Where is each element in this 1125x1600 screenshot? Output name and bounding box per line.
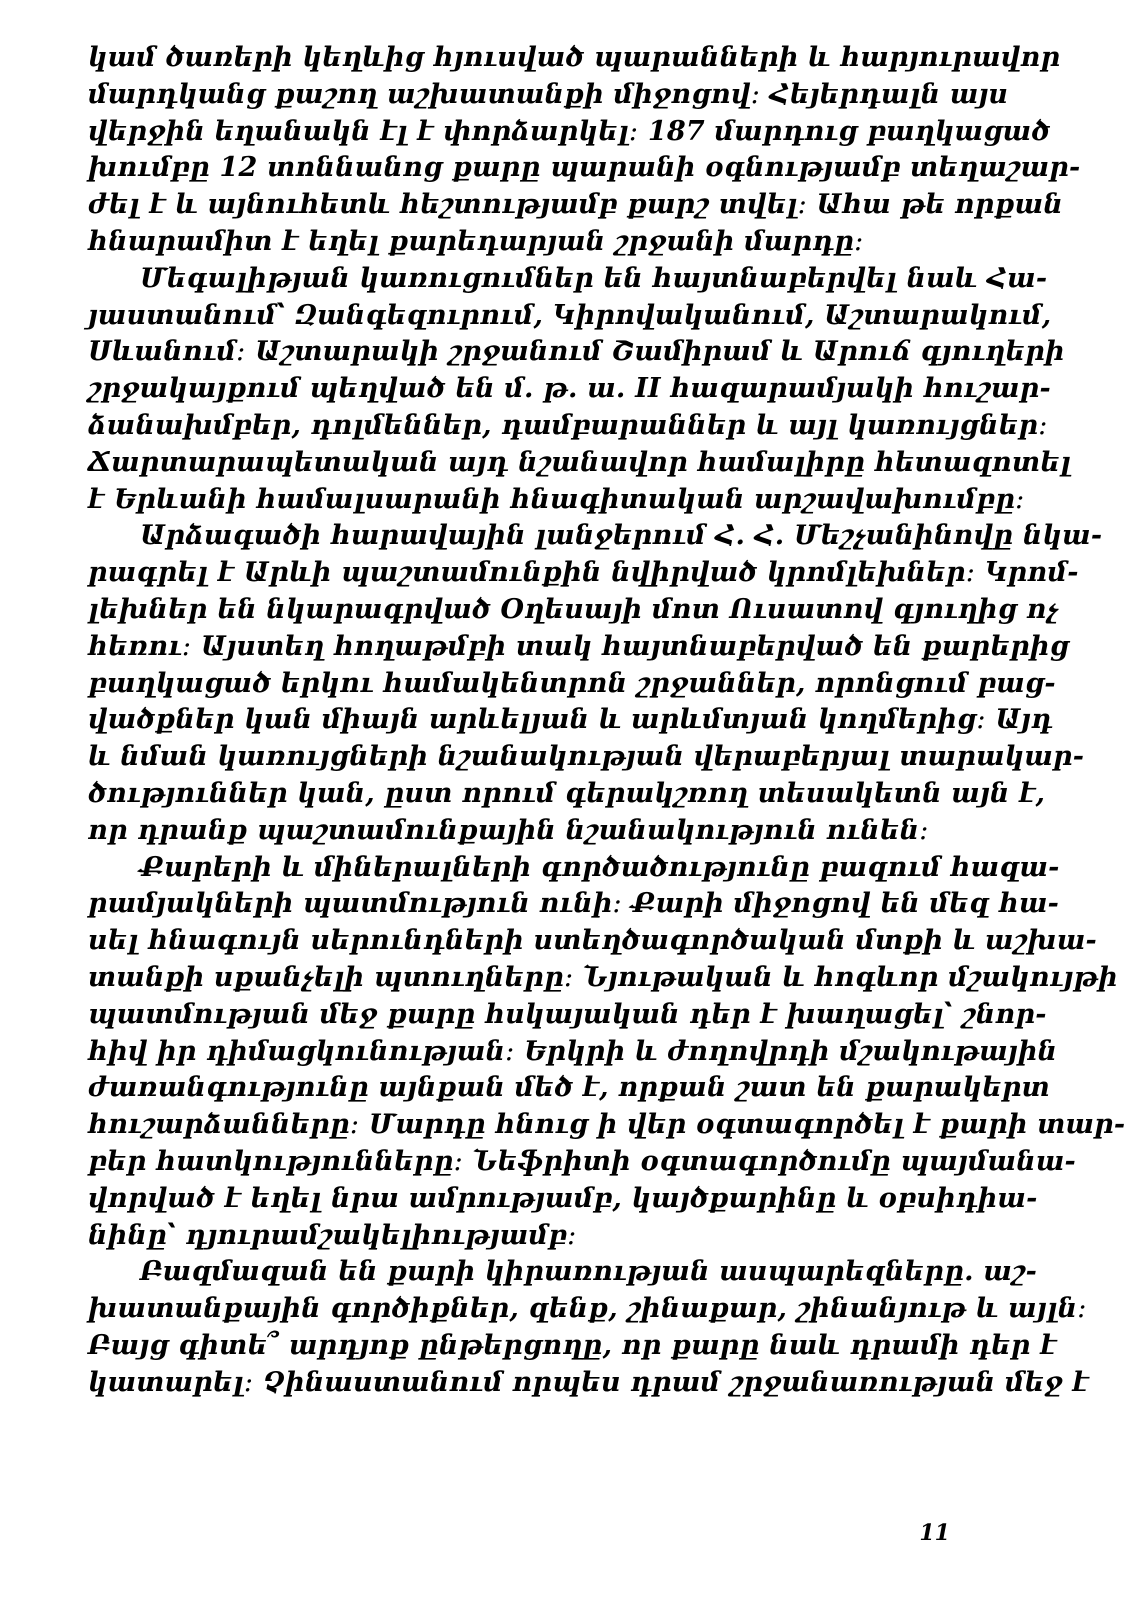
text-line: ժել է և այնուհետև հեշտությամբ քարշ տվել։ Ահա թե որքան <box>88 189 1063 221</box>
text-line: նինը՝ դյուրամշակելիությամբ։ <box>88 1219 577 1251</box>
text-line: Քարերի և միներալների գործածությունը բազում հազա- <box>140 851 1060 883</box>
text-line: վածքներ կան միայն արևելյան և արևմտյան կողմերից։ Այդ <box>88 704 1053 736</box>
text-line: վորված է եղել նրա ամրությամբ, կայծքարինը և օբսիդիա- <box>88 1182 1038 1214</box>
text-line: Սևանում։ Աշտարակի շրջանում Շամիրամ և Արուճ գյուղերի <box>88 336 1065 368</box>
text-line: ժառանգությունը այնքան մեծ է, որքան շատ են քարակերտ <box>88 1072 1050 1104</box>
text-line: հիվ իր դիմացկունության։ Երկրի և ժողովրդի մշակութային <box>88 1035 1058 1067</box>
text-line: Արձագածի հարավային լանջերում Հ. Հ. Մեշչանինովը նկա- <box>140 520 1103 552</box>
text-line: ծություններ կան, ըստ որում գերակշռող տեսակետն այն է, <box>88 777 1046 809</box>
text-line: պատմության մեջ քարը հսկայական դեր է խաղացել՝ շնոր- <box>88 998 1047 1030</box>
text-line: մարդկանց քաշող աշխատանքի միջոցով։ Հեյերդալն այս <box>88 78 1009 110</box>
text-line: հեռու։ Այստեղ հողաթմբի տակ հայտնաբերված են քարերից <box>88 630 1070 662</box>
page-number: 11 <box>919 1520 950 1546</box>
text-line: բաղկացած երկու համակենտրոն շրջաններ, որոնցում բաց- <box>88 667 1056 699</box>
text-line: տանքի սքանչելի պտուղները։ Նյութական և հոգևոր մշակույթի <box>88 961 1118 993</box>
text-line: հնարամիտ է եղել քարեդարյան շրջանի մարդը։ <box>88 225 864 257</box>
text-line: և նման կառույցների նշանակության վերաբերյալ տարակար- <box>88 741 1085 773</box>
text-line: է Երևանի համալսարանի հնագիտական արշավախումբը։ <box>88 483 1025 515</box>
text-line: ձանախմբեր, դոլմեններ, դամբարաններ և այլ կառույցներ։ <box>88 409 1048 441</box>
text-line: խումբը 12 տոննանոց քարը պարանի օգնությամբ տեղաշար- <box>88 152 1081 184</box>
text-line: Բազմազան են քարի կիրառության ասպարեզները. աշ- <box>140 1256 1038 1288</box>
text-line: հուշարձանները։ Մարդը հնուց ի վեր օգտագործել է քարի տար- <box>88 1109 1125 1141</box>
body-text <box>88 40 1125 1401</box>
text-line: շրջակայքում պեղված են մ. թ. ա. II հազարամյակի հուշար- <box>88 373 1051 405</box>
text-line: խատանքային գործիքներ, զենք, շինաքար, շինանյութ և այլն։ <box>88 1293 1087 1325</box>
text-line: վերջին եղանակն էլ է փորձարկել։ 187 մարդուց բաղկացած <box>88 115 1051 147</box>
text-line: Ճարտարապետական այդ նշանավոր համալիրը հետազոտել <box>88 446 1072 478</box>
text-line: յաստանում՝ Զանգեզուրում, Կիրովականում, Աշտարակում, <box>88 299 1052 331</box>
text-line: կատարել։ Չինաստանում որպես դրամ շրջանառության մեջ է <box>88 1366 1089 1398</box>
text-line: որ դրանք պաշտամունքային նշանակություն ունեն։ <box>88 814 929 846</box>
text-line: րագրել է Արևի պաշտամունքին նվիրված կրոմլեխներ։ Կրոմ- <box>88 557 1079 589</box>
text-line: լեխներ են նկարագրված Օղեսայի մոտ Ուսատով գյուղից ոչ <box>88 593 1059 625</box>
text-line: սել հնագույն սերունդների ստեղծագործական մտքի և աշխա- <box>88 925 1097 957</box>
text-line: Բայց գիտե՞ արդյոք ընթերցողը, որ քարը նաև դրամի դեր է <box>88 1329 1057 1361</box>
text-line: Մեգալիթյան կառուցումներ են հայտնաբերվել նաև Հա- <box>140 262 1048 294</box>
text-line: րամյակների պատմություն ունի։ Քարի միջոցով են մեզ հա- <box>88 888 1060 920</box>
text-line: բեր հատկությունները։ Նեֆրիտի օգտագործումը պայմանա- <box>88 1145 1076 1177</box>
text-line: կամ ծառերի կեղևից հյուսված պարանների և հարյուրավոր <box>88 42 1061 73</box>
